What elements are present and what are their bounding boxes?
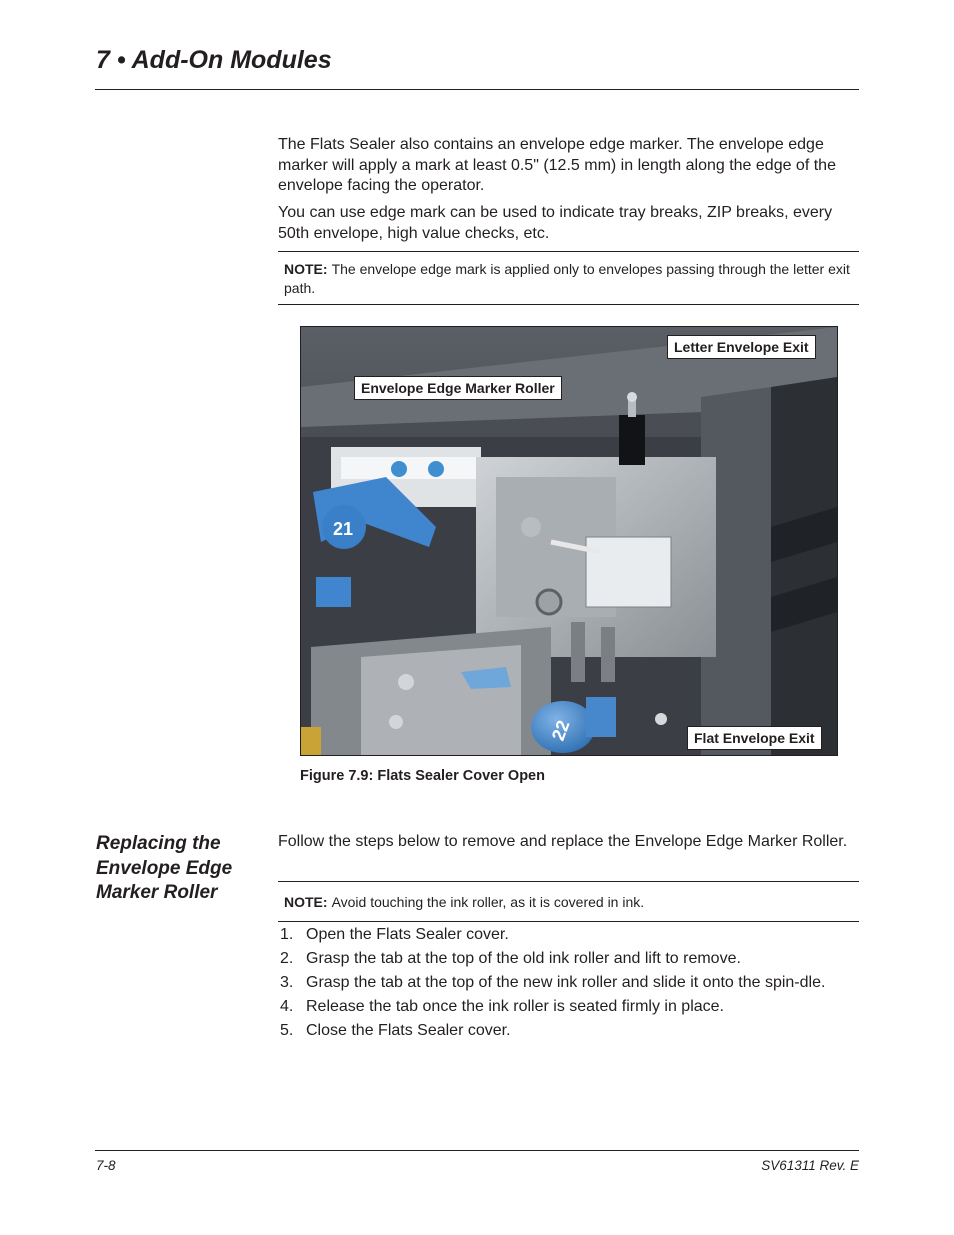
knob-label-21: 21 <box>333 519 354 539</box>
knob-label-22: 22 <box>547 717 574 744</box>
step-number: 5. <box>280 1022 294 1039</box>
step-number: 2. <box>280 950 294 967</box>
list-item <box>278 925 858 945</box>
figure-caption: Figure 7.9: Flats Sealer Cover Open <box>300 768 545 784</box>
intro-paragraph-1: The Flats Sealer also contains an envelope edge marker. The envelope edge marker will apply a mark at least 0.5" (12.5 mm) in length along the edge of the envelope facing the operator. <box>278 136 836 194</box>
list-item <box>278 1021 858 1041</box>
step-text: Release the tab once the ink roller is seated firmly in place. <box>306 998 724 1015</box>
intro-paragraph-2: You can use edge mark can be used to indicate tray breaks, ZIP breaks, every 50th envelope, high value checks, etc. <box>278 204 833 242</box>
note-box-ink-roller <box>278 881 859 922</box>
callout-envelope-edge-marker-roller: Envelope Edge Marker Roller <box>354 376 562 400</box>
list-item <box>278 973 858 993</box>
document-id: SV61311 Rev. E <box>761 1158 859 1173</box>
page-number: 7-8 <box>96 1158 116 1173</box>
header-divider <box>95 89 859 90</box>
step-number: 3. <box>280 974 294 991</box>
chapter-title: 7 • Add-On Modules <box>96 46 332 74</box>
footer-divider <box>95 1150 859 1151</box>
list-item <box>278 997 858 1017</box>
note-label: NOTE: <box>284 894 328 910</box>
callout-flat-envelope-exit: Flat Envelope Exit <box>687 726 822 750</box>
step-text: Grasp the tab at the top of the new ink roller and slide it onto the spin-dle. <box>306 974 826 991</box>
section-intro: Follow the steps below to remove and replace the Envelope Edge Marker Roller. <box>278 833 848 850</box>
step-number: 4. <box>280 998 294 1015</box>
note-text: Avoid touching the ink roller, as it is covered in ink. <box>331 894 645 910</box>
callout-letter-envelope-exit: Letter Envelope Exit <box>667 335 816 359</box>
step-text: Grasp the tab at the top of the old ink roller and lift to remove. <box>306 950 741 967</box>
note-text: The envelope edge mark is applied only to envelopes passing through the letter exit path. <box>284 261 850 296</box>
list-item <box>278 949 858 969</box>
step-number: 1. <box>280 926 294 943</box>
step-text: Open the Flats Sealer cover. <box>306 926 509 943</box>
step-text: Close the Flats Sealer cover. <box>306 1022 511 1039</box>
note-box-edge-mark <box>278 251 859 305</box>
section-heading: Replacing the Envelope Edge Marker Roller <box>96 833 233 903</box>
note-label: NOTE: <box>284 261 328 277</box>
steps-list <box>278 925 858 1045</box>
